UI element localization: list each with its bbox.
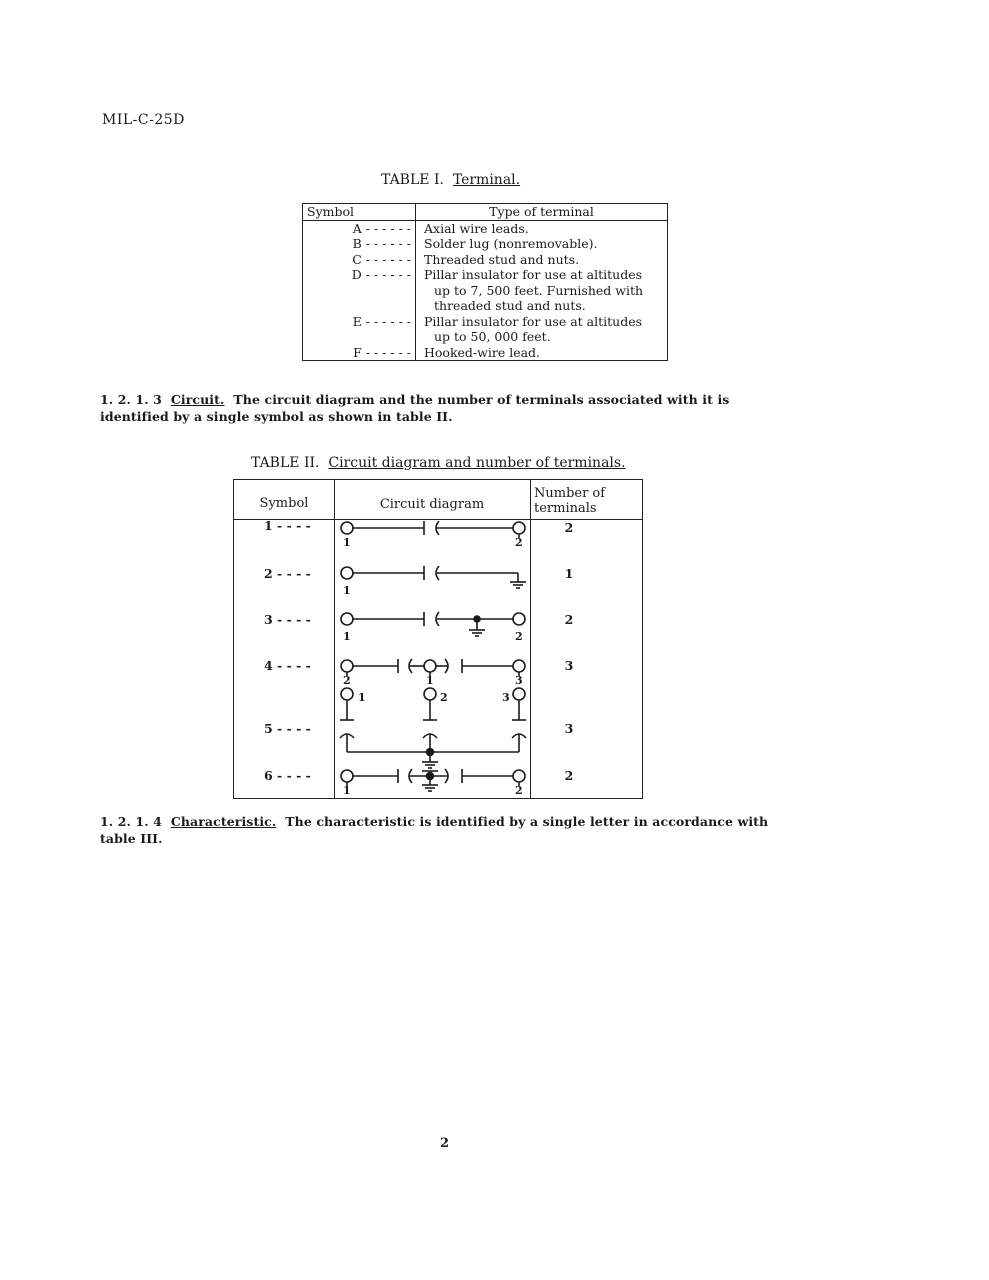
terminal-label: 3: [502, 691, 510, 704]
table-row: [303, 267, 667, 314]
table2-terminal-count: 3: [564, 721, 574, 736]
table1-type: Pillar insulator for use at altitudes: [424, 313, 643, 329]
terminal-label: 2: [343, 674, 351, 687]
table1-header-type: Type of terminal: [416, 204, 668, 220]
circuit-diagram-5: [340, 688, 526, 768]
table2-caption: [251, 455, 626, 471]
terminal-label: 2: [515, 630, 523, 643]
table1-type-continued: up to 7, 500 feet. Furnished with: [434, 282, 644, 298]
table2-terminal-count: 2: [564, 768, 574, 783]
paragraph-number: 1. 2. 1. 3: [100, 392, 162, 407]
table2-symbol: 5 - - - -: [264, 721, 311, 736]
table-row: [303, 236, 667, 252]
table2-caption-title: Circuit diagram and number of terminals.: [328, 455, 626, 471]
circuit-diagram-2: [341, 566, 526, 597]
table-row: [303, 314, 667, 345]
table1-symbol: B - - - - - -: [303, 236, 416, 252]
paragraph-number: 1. 2. 1. 4: [100, 814, 162, 829]
terminal-label: 1: [343, 630, 351, 643]
table1-symbol: D - - - - - -: [303, 267, 416, 314]
table2-symbol: 1 - - - -: [264, 518, 311, 533]
terminal-label: 2: [440, 691, 448, 704]
table2-caption-prefix: TABLE II.: [251, 455, 320, 471]
circuit-diagram-1: [341, 521, 525, 549]
table2-symbol: 3 - - - -: [264, 612, 311, 627]
terminal-label: 3: [515, 674, 523, 687]
table1-caption: [381, 172, 520, 188]
table1-type: Threaded stud and nuts.: [424, 251, 580, 267]
paragraph-circuit: [100, 391, 800, 425]
terminal-label: 1: [343, 784, 351, 797]
document-id: MIL-C-25D: [102, 112, 185, 128]
table1-symbol: F - - - - - -: [303, 345, 416, 361]
table1-caption-prefix: TABLE I.: [381, 172, 444, 188]
paragraph-heading: Circuit.: [170, 392, 225, 407]
terminal-label: 1: [426, 674, 434, 687]
table1-type: Axial wire leads.: [424, 220, 529, 236]
table1-caption-title: Terminal.: [452, 172, 521, 188]
table2-terminal-count: 2: [564, 612, 574, 627]
table1-symbol: E - - - - - -: [303, 314, 416, 345]
table-row: [303, 345, 667, 361]
circuit-diagram-3: [341, 612, 525, 643]
terminal-label: 1: [343, 536, 351, 549]
terminal-label: 1: [358, 691, 366, 704]
circuit-diagram-4: [341, 659, 525, 687]
table2-terminal-count: 1: [564, 566, 574, 581]
table1-type: Hooked-wire lead.: [424, 344, 541, 360]
table2-symbol: 2 - - - -: [264, 566, 311, 581]
paragraph-heading: Characteristic.: [170, 814, 277, 829]
terminal-table: [302, 203, 668, 361]
table1-type-continued: up to 50, 000 feet.: [434, 329, 551, 344]
circuit-diagram-6: [341, 769, 525, 797]
table1-type: Pillar insulator for use at altitudes: [424, 267, 643, 282]
terminal-label: 2: [515, 784, 523, 797]
table2-header-symbol: Symbol: [259, 496, 309, 511]
paragraph-characteristic: [100, 813, 780, 847]
circuit-table: [233, 479, 643, 799]
table2-terminal-count: 3: [564, 658, 574, 673]
table2-symbol: 6 - - - -: [264, 768, 311, 783]
circuit-diagrams: [234, 480, 641, 797]
table1-type: Solder lug (nonremovable).: [424, 236, 598, 251]
page-number: 2: [439, 1136, 450, 1151]
table-row: [303, 220, 667, 236]
table2-header-number: Number of terminals: [534, 486, 606, 516]
table1-type-continued: threaded stud and nuts.: [434, 298, 586, 313]
table1-symbol: C - - - - - -: [303, 252, 416, 268]
table2-header-diagram: Circuit diagram: [379, 497, 485, 512]
terminal-label: 2: [515, 536, 523, 549]
paragraph-text: The circuit diagram and the number of terminals associated with it is identified by a single symbol as shown in table II.: [100, 392, 730, 424]
table1-header-symbol: Symbol: [303, 204, 416, 220]
terminal-label: 1: [343, 584, 351, 597]
paragraph-text: The characteristic is identified by a single letter in accordance with table III.: [100, 814, 769, 846]
table1-symbol: A - - - - - -: [303, 220, 416, 236]
table2-symbol: 4 - - - -: [264, 658, 311, 673]
table2-terminal-count: 2: [564, 520, 574, 535]
table-row: [303, 252, 667, 268]
